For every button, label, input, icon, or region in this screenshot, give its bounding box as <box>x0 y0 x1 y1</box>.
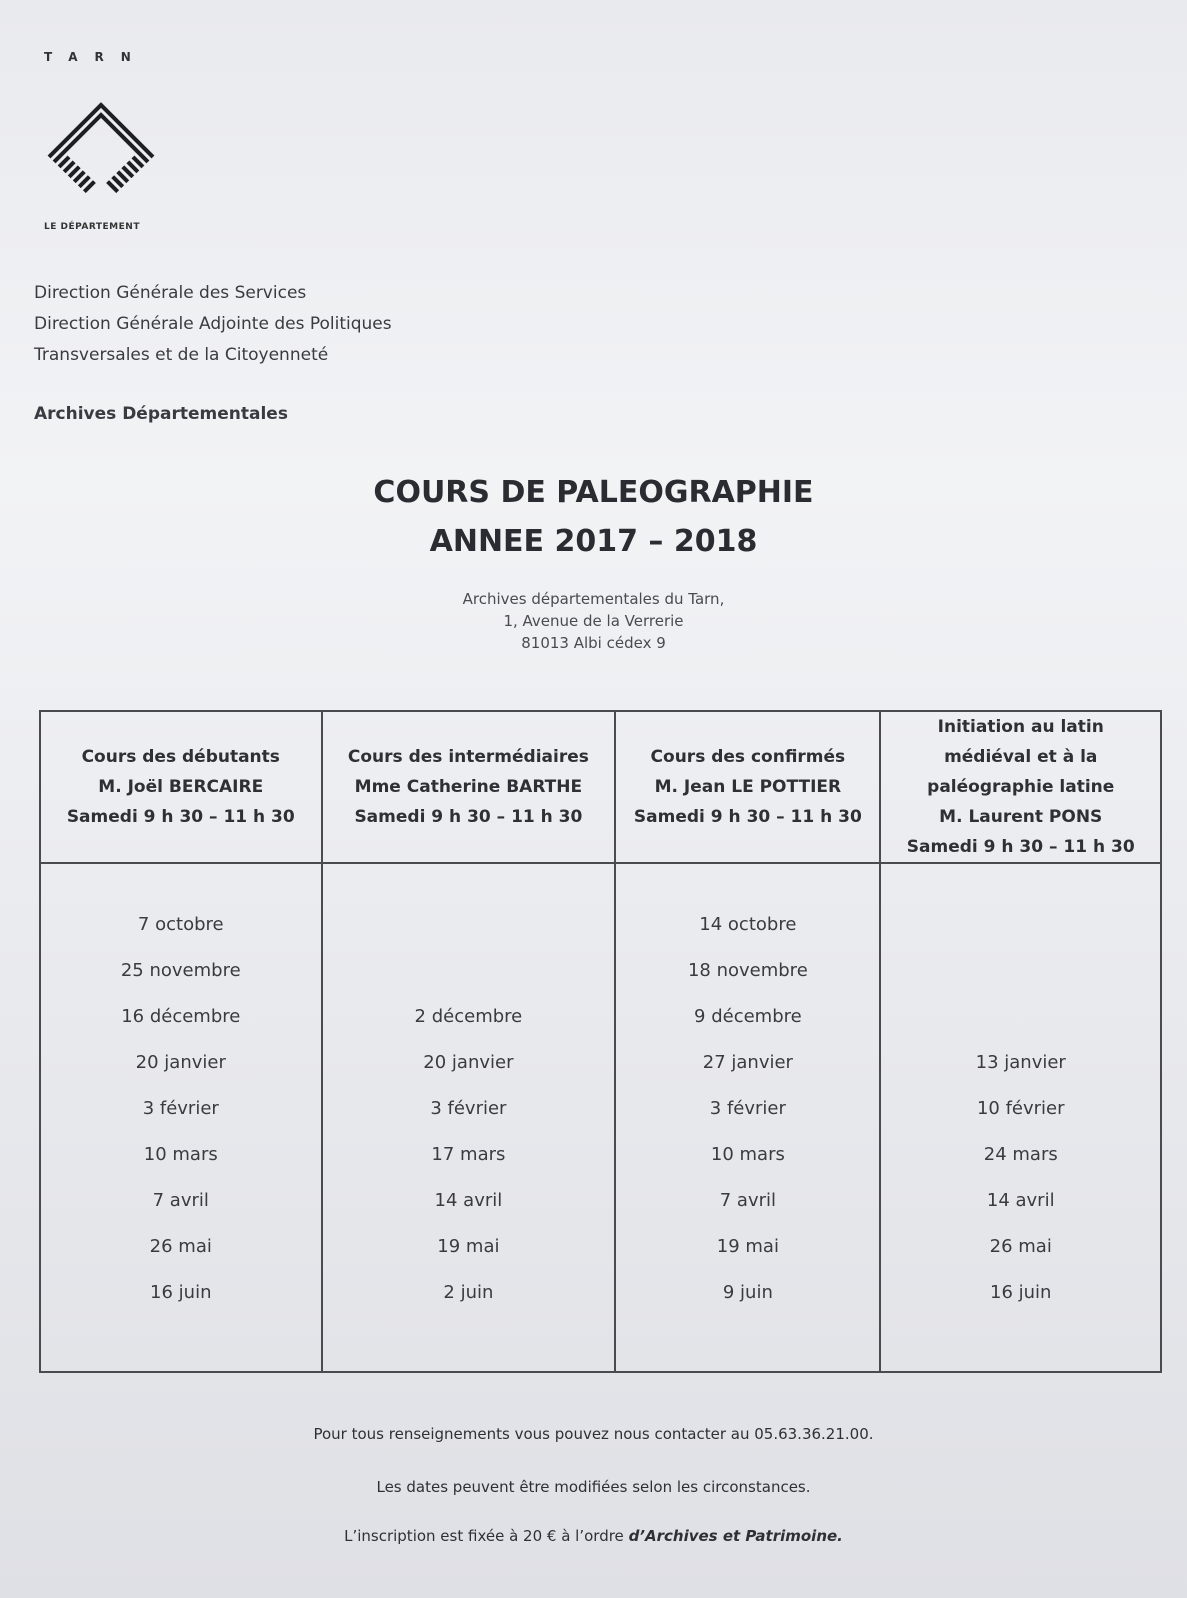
date-entry: 9 juin <box>722 1282 773 1303</box>
header-line: M. Laurent PONS <box>939 807 1103 827</box>
dates-column-latin <box>880 863 1161 1372</box>
dates-notice: Les dates peuvent être modifiées selon les circonstances. <box>376 1478 811 1496</box>
date-entry: 3 février <box>142 1098 219 1119</box>
date-entry: 26 mai <box>989 1236 1052 1257</box>
registration-note <box>0 1527 1187 1545</box>
date-entry: 7 octobre <box>137 914 224 935</box>
header-line: paléographie latine <box>927 777 1115 797</box>
date-entry: 16 décembre <box>121 1006 241 1027</box>
header-line: M. Jean LE POTTIER <box>654 777 842 797</box>
schedule-table <box>39 710 1162 1373</box>
date-entry <box>324 910 614 956</box>
department-logo-icon <box>46 100 156 208</box>
address-block <box>0 588 1187 654</box>
header-line: Samedi 9 h 30 – 11 h 30 <box>633 807 862 827</box>
header-line: M. Joël BERCAIRE <box>98 777 264 797</box>
header-line: médiéval et à la <box>944 747 1098 767</box>
date-entry <box>882 910 1159 956</box>
date-entry: 10 mars <box>710 1144 785 1165</box>
date-entry: 20 janvier <box>423 1052 514 1073</box>
date-entry: 7 avril <box>719 1190 776 1211</box>
column-header-debutants <box>40 711 322 863</box>
date-entry: 16 juin <box>150 1282 212 1303</box>
column-header-intermediaires <box>322 711 616 863</box>
date-entry: 10 mars <box>143 1144 218 1165</box>
date-entry: 18 novembre <box>687 960 808 981</box>
header-line: Samedi 9 h 30 – 11 h 30 <box>354 807 583 827</box>
dates-column-debutants <box>40 863 322 1372</box>
date-entry: 14 avril <box>986 1190 1055 1211</box>
date-entry: 2 décembre <box>414 1006 523 1027</box>
address-line: 1, Avenue de la Verrerie <box>503 612 684 630</box>
dates-column-intermediaires <box>322 863 616 1372</box>
date-entry: 3 février <box>709 1098 786 1119</box>
header-line: Samedi 9 h 30 – 11 h 30 <box>66 807 295 827</box>
org-line: Transversales et de la Citoyenneté <box>34 345 329 365</box>
column-header-latin <box>880 711 1161 863</box>
contact-note: Pour tous renseignements vous pouvez nous contacter au 05.63.36.21.00. <box>313 1425 874 1443</box>
title-line: ANNEE 2017 – 2018 <box>429 524 758 559</box>
date-entry: 26 mai <box>149 1236 212 1257</box>
registration-text: L’inscription est fixée à 20 € à l’ordre <box>344 1527 629 1545</box>
title-line: COURS DE PALEOGRAPHIE <box>373 475 814 510</box>
page-title <box>0 468 1187 566</box>
date-entry: 19 mai <box>716 1236 779 1257</box>
header-line: Samedi 9 h 30 – 11 h 30 <box>906 837 1135 857</box>
dates-column-confirmes <box>615 863 880 1372</box>
organization-block <box>34 278 392 371</box>
table-header-row <box>40 711 1161 863</box>
date-entry <box>324 956 614 1002</box>
date-entry: 19 mai <box>437 1236 500 1257</box>
brand-name: TARN <box>44 50 148 64</box>
department-name: Archives Départementales <box>34 404 288 424</box>
date-entry: 16 juin <box>990 1282 1052 1303</box>
header-line: Initiation au latin <box>937 717 1104 737</box>
logo-caption: LE DÉPARTEMENT <box>44 222 140 232</box>
date-entry: 27 janvier <box>702 1052 793 1073</box>
date-entry <box>882 1002 1159 1048</box>
address-line: Archives départementales du Tarn, <box>462 590 725 608</box>
date-entry: 14 avril <box>434 1190 503 1211</box>
date-entry: 2 juin <box>443 1282 494 1303</box>
date-entry: 9 décembre <box>694 1006 802 1027</box>
header-line: Mme Catherine BARTHE <box>354 777 583 797</box>
table-body-row <box>40 863 1161 1372</box>
registration-org: d’Archives et Patrimoine. <box>628 1527 843 1545</box>
column-header-confirmes <box>615 711 880 863</box>
org-line: Direction Générale Adjointe des Politiques <box>34 314 392 334</box>
date-entry: 20 janvier <box>135 1052 226 1073</box>
date-entry: 10 février <box>976 1098 1065 1119</box>
brand-header <box>44 50 148 64</box>
date-entry: 14 octobre <box>699 914 797 935</box>
date-entry: 17 mars <box>431 1144 506 1165</box>
date-entry: 24 mars <box>983 1144 1058 1165</box>
date-entry: 13 janvier <box>975 1052 1066 1073</box>
org-line: Direction Générale des Services <box>34 283 307 303</box>
address-line: 81013 Albi cédex 9 <box>521 634 666 652</box>
header-line: Cours des intermédiaires <box>347 747 589 767</box>
date-entry: 3 février <box>430 1098 507 1119</box>
date-entry: 25 novembre <box>120 960 241 981</box>
date-entry <box>882 956 1159 1002</box>
date-entry: 7 avril <box>152 1190 209 1211</box>
header-line: Cours des débutants <box>81 747 280 767</box>
header-line: Cours des confirmés <box>650 747 846 767</box>
